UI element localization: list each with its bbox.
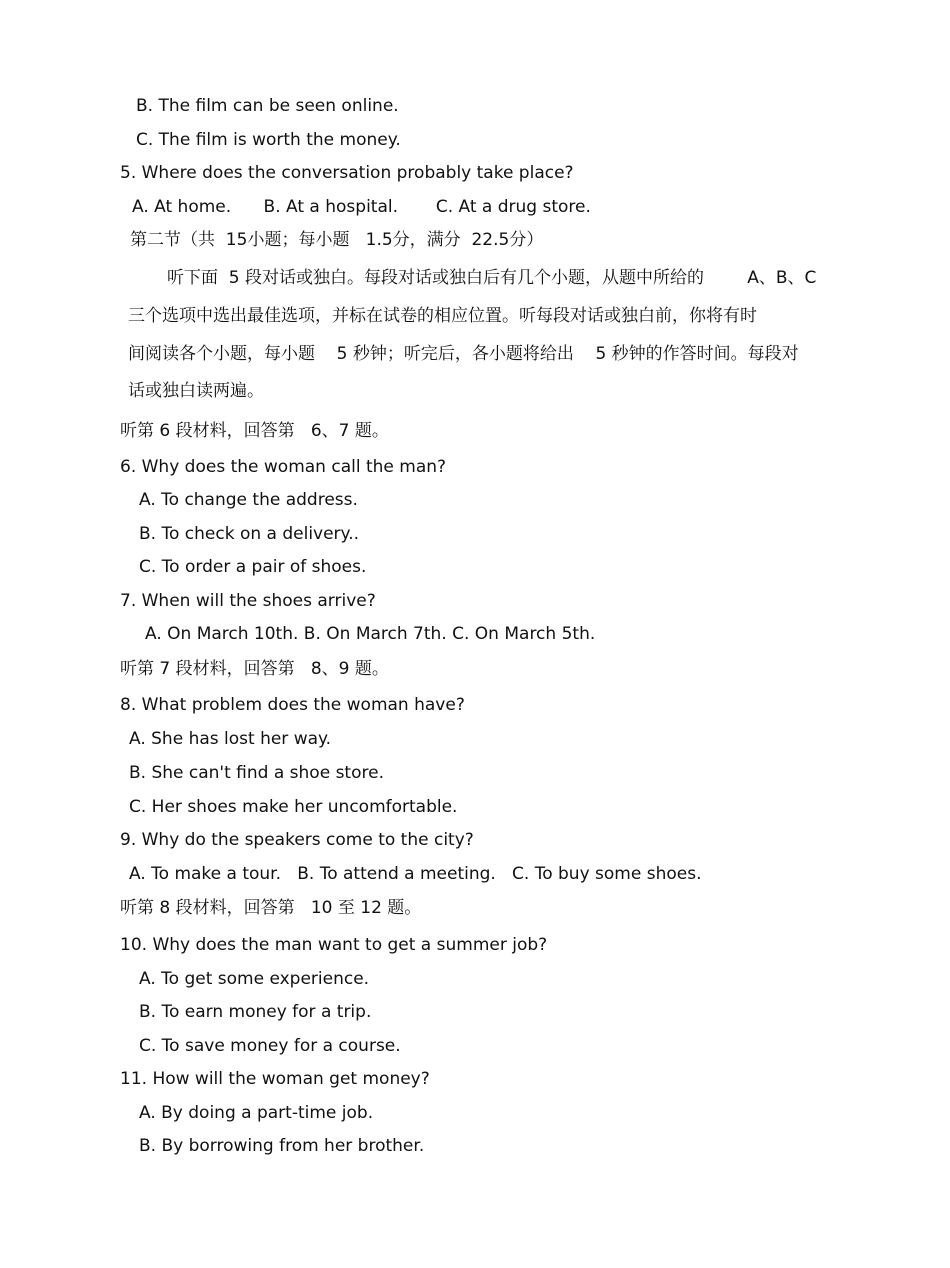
instructions-line-3: 间阅读各个小题，每小题 5 秒钟；听完后，各小题将给出 5 秒钟的作答时间。每段对: [128, 344, 799, 364]
section-two-heading: 第二节（共 15小题；每小题 1.5分，满分 22.5分）: [130, 230, 544, 250]
question-5: 5. Where does the conversation probably take place?: [120, 163, 574, 183]
instructions-line-2: 三个选项中选出最佳选项，并标在试卷的相应位置。听每段对话或独白前，你将有时: [128, 306, 757, 326]
question-8-option-b: B. She can't find a shoe store.: [129, 763, 384, 783]
question-10-option-a: A. To get some experience.: [139, 969, 370, 989]
question-10-option-b: B. To earn money for a trip.: [139, 1002, 372, 1022]
question-11-option-b: B. By borrowing from her brother.: [139, 1136, 425, 1156]
question-5-options: A. At home. B. At a hospital. C. At a drug store.: [132, 197, 591, 217]
question-8-option-a: A. She has lost her way.: [129, 729, 332, 749]
question-8-option-c: C. Her shoes make her uncomfortable.: [129, 797, 458, 817]
section-8-heading: 听第 8 段材料，回答第 10 至 12 题。: [120, 898, 422, 918]
question-6-option-c: C. To order a pair of shoes.: [139, 557, 367, 577]
instructions-line-4: 话或独白读两遍。: [128, 381, 264, 401]
question-8: 8. What problem does the woman have?: [120, 695, 465, 715]
question-6-option-a: A. To change the address.: [139, 490, 358, 510]
question-6: 6. Why does the woman call the man?: [120, 457, 447, 477]
section-6-heading: 听第 6 段材料，回答第 6、7 题。: [120, 421, 389, 441]
question-11: 11. How will the woman get money?: [120, 1069, 430, 1089]
question-7-options: A. On March 10th. B. On March 7th. C. On March 5th.: [145, 624, 596, 644]
instructions-line-1: 听下面 5 段对话或独白。每段对话或独白后有几个小题，从题中所给的 A、B、C: [167, 268, 817, 288]
question-9: 9. Why do the speakers come to the city?: [120, 830, 474, 850]
question-10: 10. Why does the man want to get a summer job?: [120, 935, 548, 955]
section-7-heading: 听第 7 段材料，回答第 8、9 题。: [120, 659, 389, 679]
question-10-option-c: C. To save money for a course.: [139, 1036, 401, 1056]
question-9-options: A. To make a tour. B. To attend a meeting. C. To buy some shoes.: [129, 864, 702, 884]
question-7: 7. When will the shoes arrive?: [120, 591, 376, 611]
question-6-option-b: B. To check on a delivery..: [139, 524, 359, 544]
option-b-film-online: B. The film can be seen online.: [136, 96, 399, 116]
option-c-film-worth: C. The film is worth the money.: [136, 130, 401, 150]
question-11-option-a: A. By doing a part-time job.: [139, 1103, 374, 1123]
